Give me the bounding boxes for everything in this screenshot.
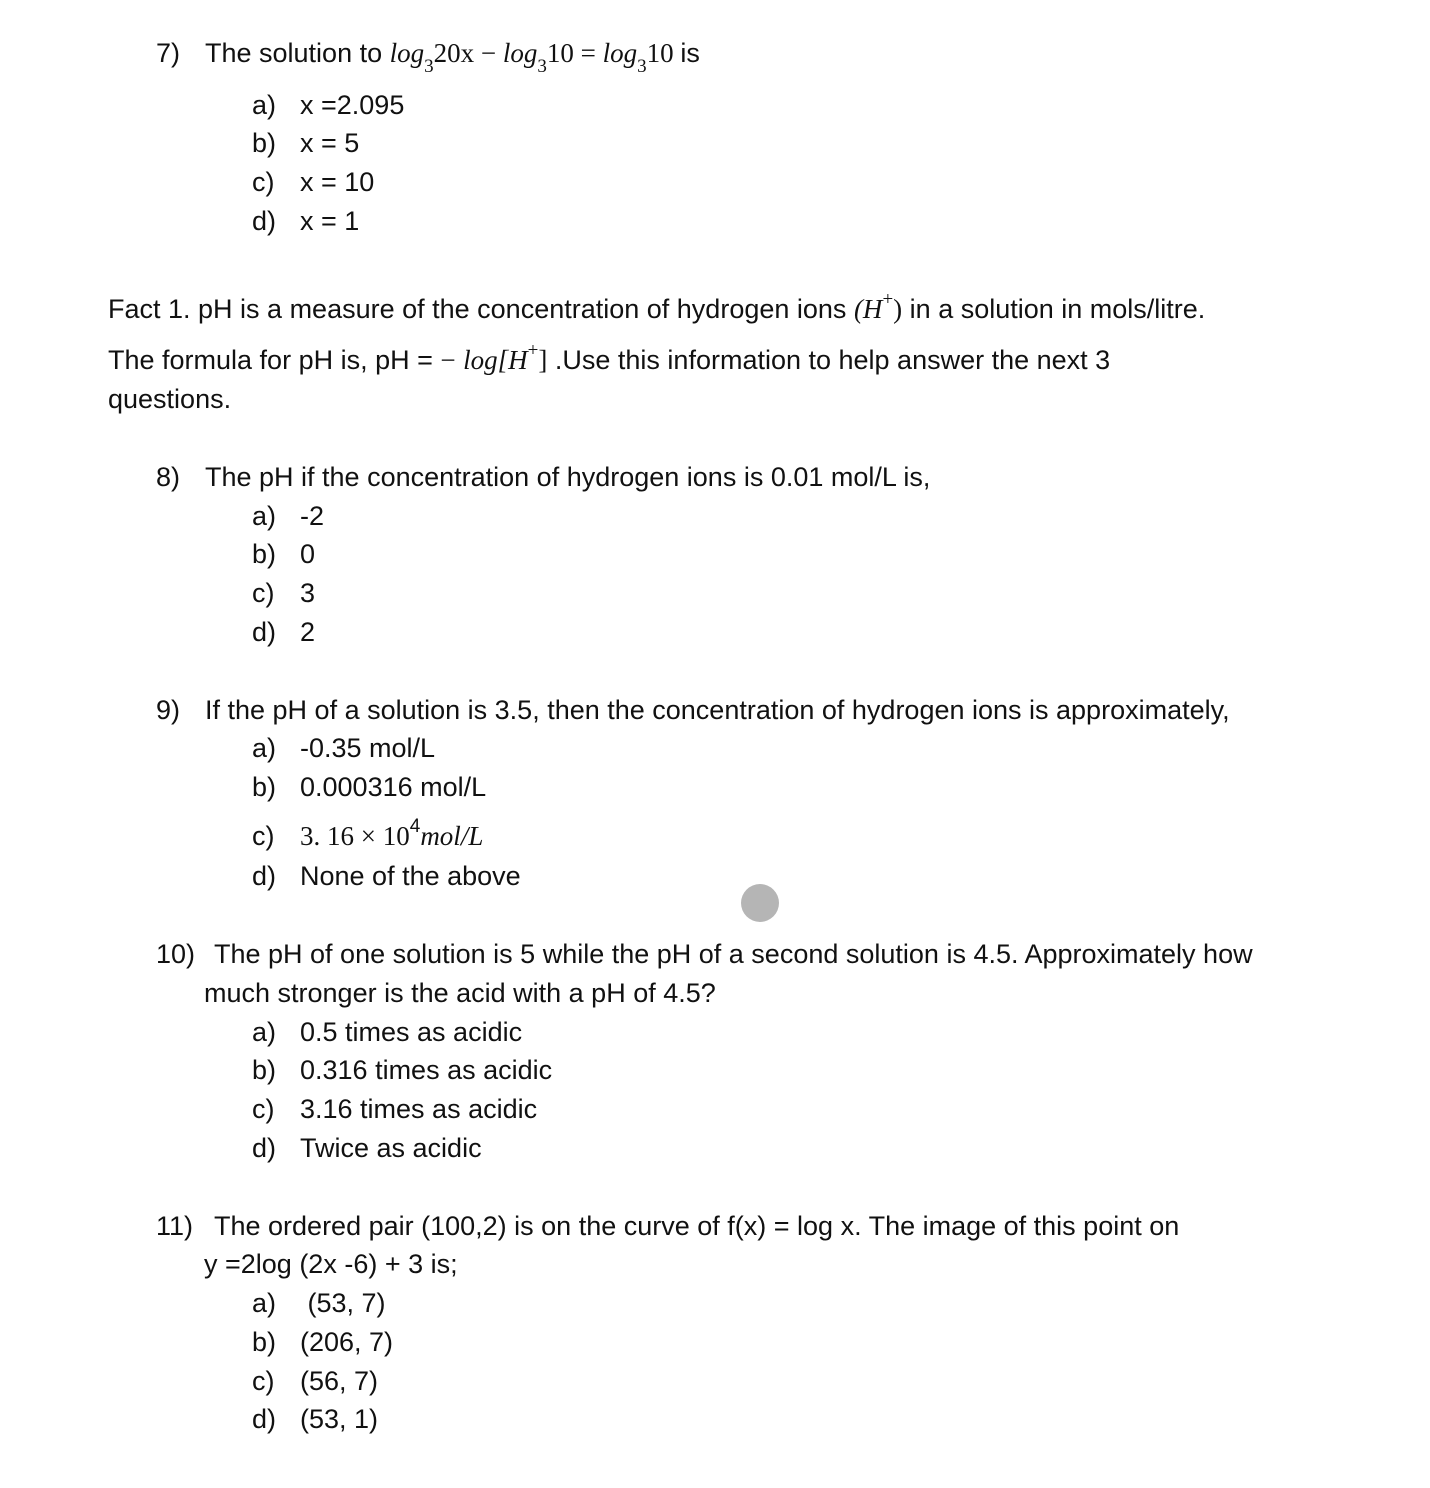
option-c[interactable] xyxy=(252,1096,537,1123)
log-base: 3 xyxy=(424,56,434,77)
minus-sign: − xyxy=(440,345,456,375)
option-text: -2 xyxy=(300,501,325,531)
option-letter: c) xyxy=(252,1094,275,1124)
hydrogen-ion-formula xyxy=(853,289,903,324)
scientific-coefficient: 3. 16 × 10 xyxy=(300,821,410,851)
option-letter: b) xyxy=(252,128,277,158)
option-a[interactable] xyxy=(252,92,404,119)
option-a[interactable] xyxy=(252,503,324,530)
log-term: log xyxy=(502,38,538,68)
equals-sign: = xyxy=(580,38,596,68)
question-suffix: is xyxy=(680,38,700,68)
option-a[interactable] xyxy=(252,735,435,762)
option-text: x = 5 xyxy=(300,128,360,158)
option-text: 0.5 times as acidic xyxy=(300,1017,523,1047)
option-b[interactable] xyxy=(252,1329,393,1356)
question-text: If the pH of a solution is 3.5, then the concentration of hydrogen ions is approximately, xyxy=(205,695,1230,725)
log-argument: 20x xyxy=(433,38,475,68)
question-number: 8) xyxy=(156,462,181,492)
option-a[interactable] xyxy=(252,1019,522,1046)
option-text: 3 xyxy=(300,578,316,608)
option-d[interactable] xyxy=(252,1135,482,1162)
option-text: 0 xyxy=(300,539,316,569)
option-letter: a) xyxy=(252,1017,277,1047)
option-text: Twice as acidic xyxy=(300,1133,482,1163)
question-text: The pH if the concentration of hydrogen ions is 0.01 mol/L is, xyxy=(205,462,931,492)
fact-text: .Use this information to help answer the next 3 xyxy=(554,345,1111,375)
option-letter: a) xyxy=(252,90,277,120)
option-letter: c) xyxy=(252,167,275,197)
question-text-line-2: y =2log (2x -6) + 3 is; xyxy=(204,1249,458,1279)
log-base: 3 xyxy=(637,56,647,77)
pointer-indicator xyxy=(741,884,779,922)
option-b[interactable] xyxy=(252,130,359,157)
option-b[interactable] xyxy=(252,541,315,568)
option-letter: c) xyxy=(252,821,275,851)
option-text: 2 xyxy=(300,617,316,647)
option-letter: d) xyxy=(252,1404,277,1434)
option-text: 0.316 times as acidic xyxy=(300,1055,553,1085)
option-letter: c) xyxy=(252,1366,275,1396)
option-text: x =2.095 xyxy=(300,90,405,120)
option-letter: b) xyxy=(252,539,277,569)
option-text: (206, 7) xyxy=(300,1327,394,1357)
option-text: (53, 1) xyxy=(300,1404,379,1434)
option-b[interactable] xyxy=(252,1057,552,1084)
unit-text: mol/L xyxy=(420,821,484,851)
ion-close: ) xyxy=(893,294,903,324)
option-d[interactable] xyxy=(252,1406,378,1433)
option-text: x = 10 xyxy=(300,167,375,197)
option-letter: d) xyxy=(252,206,277,236)
log-term: log xyxy=(389,38,425,68)
option-text: 3.16 times as acidic xyxy=(300,1094,538,1124)
option-letter: b) xyxy=(252,772,277,802)
equation xyxy=(389,38,681,77)
option-text: 0.000316 mol/L xyxy=(300,772,487,802)
fact-line-3: questions. xyxy=(108,384,232,414)
question-text xyxy=(205,38,700,77)
log-term: log xyxy=(602,38,638,68)
option-letter: c) xyxy=(252,578,275,608)
ion-open: (H xyxy=(853,294,883,324)
option-letter: d) xyxy=(252,861,277,891)
option-a[interactable] xyxy=(252,1290,386,1317)
fact-text: The formula for pH is, pH = xyxy=(108,345,433,375)
option-d[interactable] xyxy=(252,863,521,890)
option-text: x = 1 xyxy=(300,206,360,236)
option-c[interactable] xyxy=(252,816,484,851)
option-text: (53, 7) xyxy=(300,1288,386,1318)
fact-text: Fact 1. pH is a measure of the concentration of hydrogen ions xyxy=(108,294,847,324)
option-d[interactable] xyxy=(252,208,359,235)
option-text: None of the above xyxy=(300,861,521,891)
ph-formula xyxy=(463,340,548,375)
option-c[interactable] xyxy=(252,1368,378,1395)
log-term: log[H xyxy=(463,345,528,375)
question-text-line-1: The pH of one solution is 5 while the pH of a second solution is 4.5. Approximately how xyxy=(214,939,1253,969)
option-letter: d) xyxy=(252,617,277,647)
option-letter: b) xyxy=(252,1327,277,1357)
question-number: 7) xyxy=(156,38,181,68)
question-number: 11) xyxy=(156,1211,194,1241)
option-letter: d) xyxy=(252,1133,277,1163)
log-argument: 10 xyxy=(546,38,574,68)
option-d[interactable] xyxy=(252,619,315,646)
option-b[interactable] xyxy=(252,774,486,801)
option-letter: a) xyxy=(252,1288,277,1318)
log-argument: 10 xyxy=(646,38,674,68)
option-text: (56, 7) xyxy=(300,1366,379,1396)
minus-sign: − xyxy=(480,38,497,68)
scientific-exponent: 4 xyxy=(409,816,421,837)
question-number: 9) xyxy=(156,695,181,725)
ion-charge: + xyxy=(527,340,539,361)
option-letter: a) xyxy=(252,501,277,531)
question-prefix: The solution to xyxy=(205,38,383,68)
question-number: 10) xyxy=(156,939,196,969)
log-base: 3 xyxy=(537,56,547,77)
option-text: -0.35 mol/L xyxy=(300,733,436,763)
option-c[interactable] xyxy=(252,580,315,607)
ion-charge: + xyxy=(882,289,894,310)
bracket-close: ] xyxy=(538,345,548,375)
fact-line-1 xyxy=(108,289,1206,324)
fact-line-2 xyxy=(108,340,1111,375)
option-c[interactable] xyxy=(252,169,374,196)
option-letter: a) xyxy=(252,733,277,763)
option-letter: b) xyxy=(252,1055,277,1085)
fact-text: in a solution in mols/litre. xyxy=(909,294,1206,324)
question-text-line-2: much stronger is the acid with a pH of 4.5? xyxy=(204,978,716,1008)
question-text-line-1: The ordered pair (100,2) is on the curve of f(x) = log x. The image of this point on xyxy=(214,1211,1180,1241)
